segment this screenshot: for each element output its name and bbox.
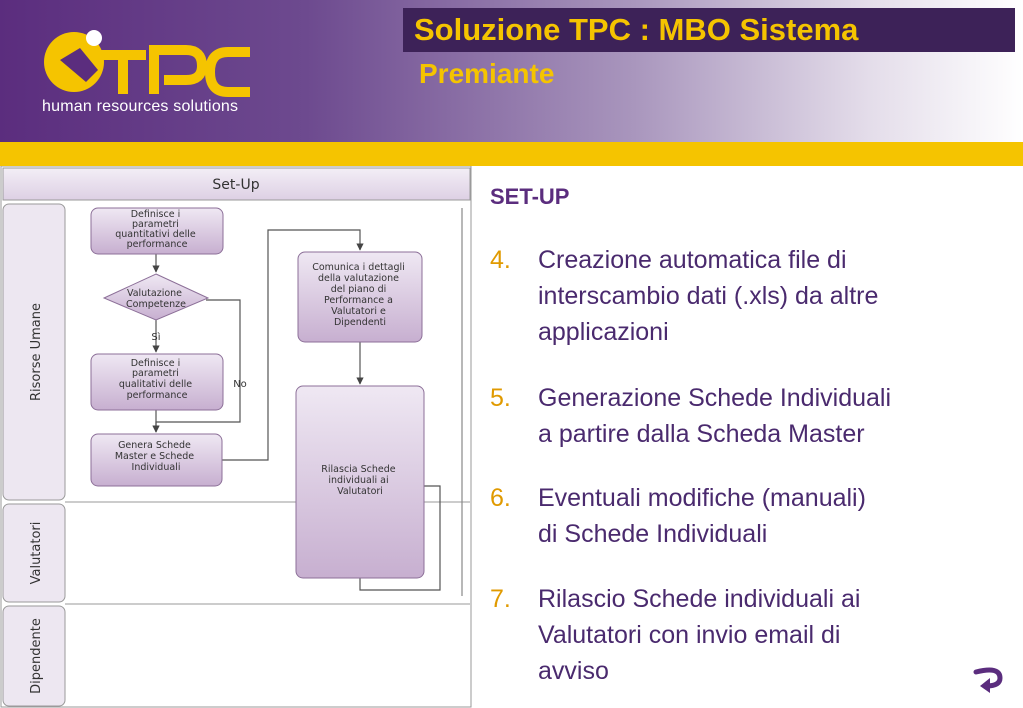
node-label: Comunica i dettagli della valutazione del piano di Performance a Valutatori e Dipendenti: [312, 262, 405, 328]
item-number: 5.: [490, 384, 511, 412]
item-text: [538, 581, 998, 689]
item-line: a partire dalla Scheda Master: [538, 420, 865, 448]
item-text: [538, 380, 998, 452]
panel-heading: SET-UP: [490, 184, 570, 209]
flow-diagram-svg: [0, 166, 473, 708]
item-line: interscambio dati (.xls) da altre: [538, 282, 879, 310]
item-text: [538, 242, 998, 350]
slide-subtitle: Premiante: [419, 58, 555, 89]
item-line: Creazione automatica file di: [538, 246, 847, 274]
no-label: No: [233, 379, 247, 390]
tpc-logo-mark: [44, 30, 250, 94]
item-line: di Schede Individuali: [538, 520, 768, 548]
item-line: Eventuali modifiche (manuali): [538, 484, 866, 512]
item-line: Valutatori con invio email di: [538, 621, 841, 649]
item-text: [538, 480, 998, 552]
item-line: avviso: [538, 657, 609, 685]
item-number: 6.: [490, 484, 511, 512]
item-line: Rilascio Schede individuali ai: [538, 585, 861, 613]
lane-label-valutatori: Valutatori: [29, 521, 44, 585]
slide-title: Soluzione TPC : MBO Sistema: [414, 12, 859, 47]
item-line: Generazione Schede Individuali: [538, 384, 892, 412]
node-label: Rilascia Schede individuali ai Valutatori: [321, 464, 396, 497]
header-stripe: [0, 142, 1023, 166]
yes-label: Sì: [151, 332, 161, 343]
node-label: Genera Schede Master e Schede Individuali: [114, 440, 195, 473]
logo-tagline: human resources solutions: [42, 98, 239, 115]
node-label: Definisce i parametri qualitativi delle performance: [118, 358, 193, 401]
return-arrow-icon[interactable]: [970, 664, 1008, 694]
node-label: Definisce i parametri quantitativi delle performance: [115, 209, 196, 250]
item-number: 7.: [490, 585, 511, 613]
flow-diagram: [0, 166, 473, 708]
lane-label-dipendente: Dipendente: [29, 618, 44, 694]
pool-title: Set-Up: [212, 177, 260, 193]
setup-panel: [490, 180, 1010, 700]
decision-label: Valutazione Competenze: [126, 288, 186, 310]
item-line: applicazioni: [538, 318, 669, 346]
lane-label-risorse: Risorse Umane: [29, 302, 44, 402]
item-number: 4.: [490, 246, 511, 274]
